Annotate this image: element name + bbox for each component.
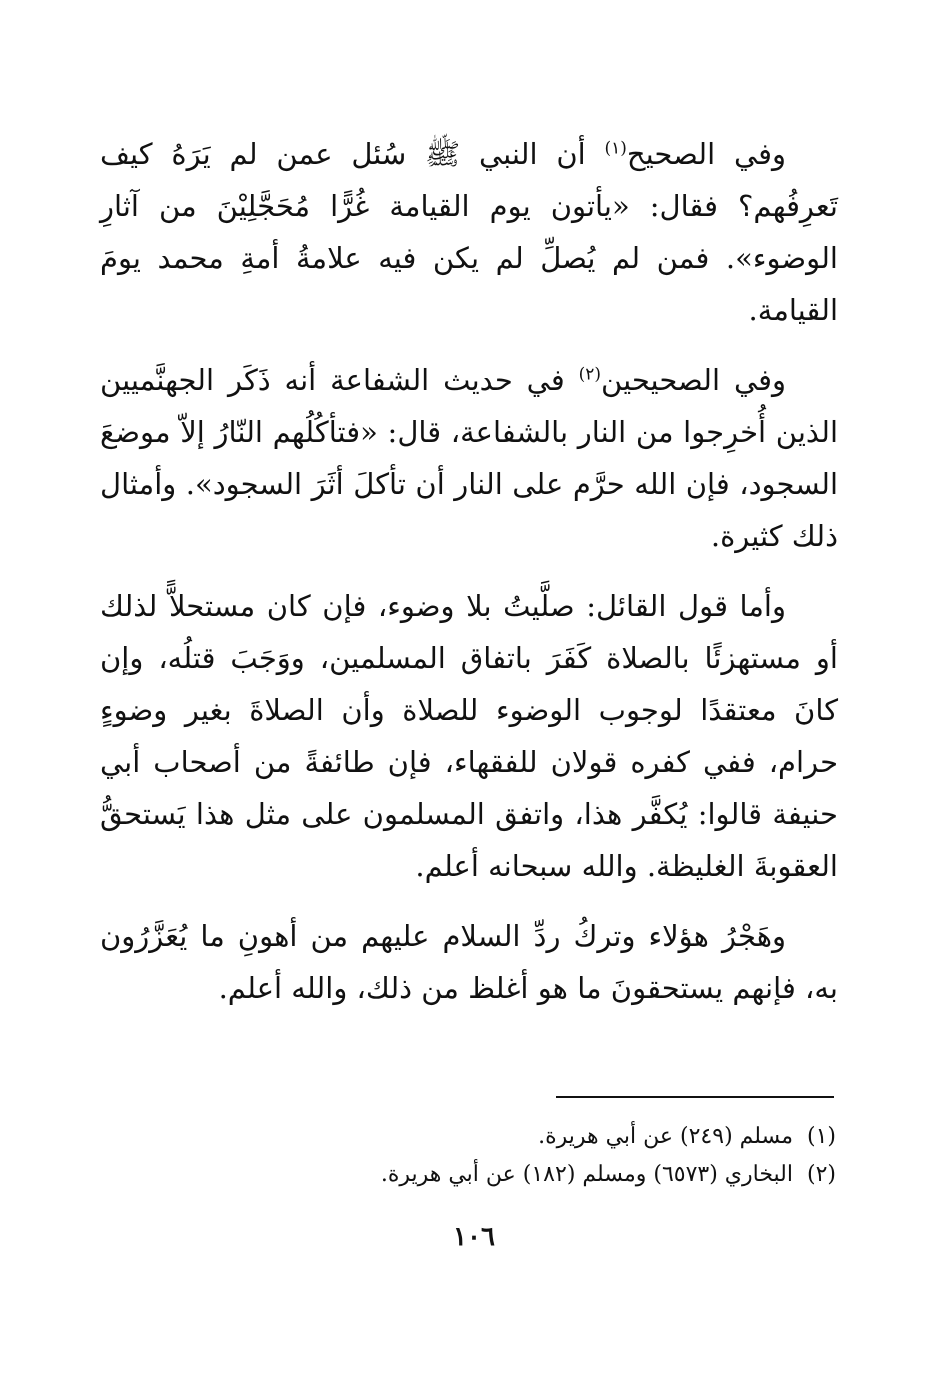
footnote-1-number: (١)	[806, 1124, 836, 1149]
page-number: ١٠٦	[453, 1222, 495, 1252]
paragraph-4-text: وهَجْرُ هؤلاء وتركُ ردِّ السلام عليهم من أهونِ ما يُعَزَّرُون به، فإنهم يستحقونَ ما هو أغلظ من ذلك، والله أعلم.	[100, 919, 838, 1005]
paragraph-2-text-a: وفي الصحيحين	[601, 363, 786, 397]
footnote-1	[300, 1118, 836, 1156]
footnote-2-text: البخاري (٦٥٧٣) ومسلم (١٨٢) عن أبي هريرة.	[380, 1162, 793, 1187]
footnote-2	[300, 1156, 836, 1194]
paragraph-3	[100, 580, 838, 892]
paragraph-2	[100, 354, 838, 562]
footnote-ref-2: (٢)	[578, 364, 602, 385]
footnote-ref-1: (١)	[604, 138, 627, 159]
paragraph-1-text-b: أن النبي ﷺ سُئل عمن لم يَرَهُ كيف تَعرِفُهم؟ فقال: «يأتون يوم القيامة غُرًّا مُحَجَّلِيْنَ من آثارِ الوضوء». فمن لم يُصلِّ لم يكن فيه علامةُ أمةِ محمد يومَ القيامة.	[100, 137, 838, 327]
paragraph-4	[100, 910, 838, 1014]
footnote-1-text: مسلم (٢٤٩) عن أبي هريرة.	[538, 1124, 793, 1149]
paragraph-1-text-a: وفي الصحيح	[626, 137, 786, 171]
paragraph-3-text: وأما قول القائل: صلَّيتُ بلا وضوء، فإن كان مستحلاًّ لذلك أو مستهزئًا بالصلاة كَفَرَ باتفاق المسلمين، ووَجَبَ قتلُه، وإن كانَ معتقدًا لوجوب الوضوء للصلاة وأن الصلاةَ بغير وضوءٍ حرام، ففي كفره قولان للفقهاء، فإن طائفةً من أصحاب أبي حنيفة قالوا: يُكفَّر هذا، واتفق المسلمون على مثل هذا يَستحقُّ العقوبةَ الغليظة. والله سبحانه أعلم.	[100, 589, 838, 883]
paragraph-2-text-b: في حديث الشفاعة أنه ذَكَر الجهنَّميين الذين أُخرِجوا من النار بالشفاعة، قال: «فتأكُلُهم النّارُ إلاّ موضعَ السجود، فإن الله حرَّم على النار أن تأكلَ أثَرَ السجود». وأمثال ذلك كثيرة.	[100, 363, 838, 553]
main-text	[100, 128, 838, 1032]
footnote-divider	[556, 1096, 834, 1098]
paragraph-1	[100, 128, 838, 336]
footnotes	[300, 1118, 836, 1194]
footnote-2-number: (٢)	[806, 1162, 836, 1187]
